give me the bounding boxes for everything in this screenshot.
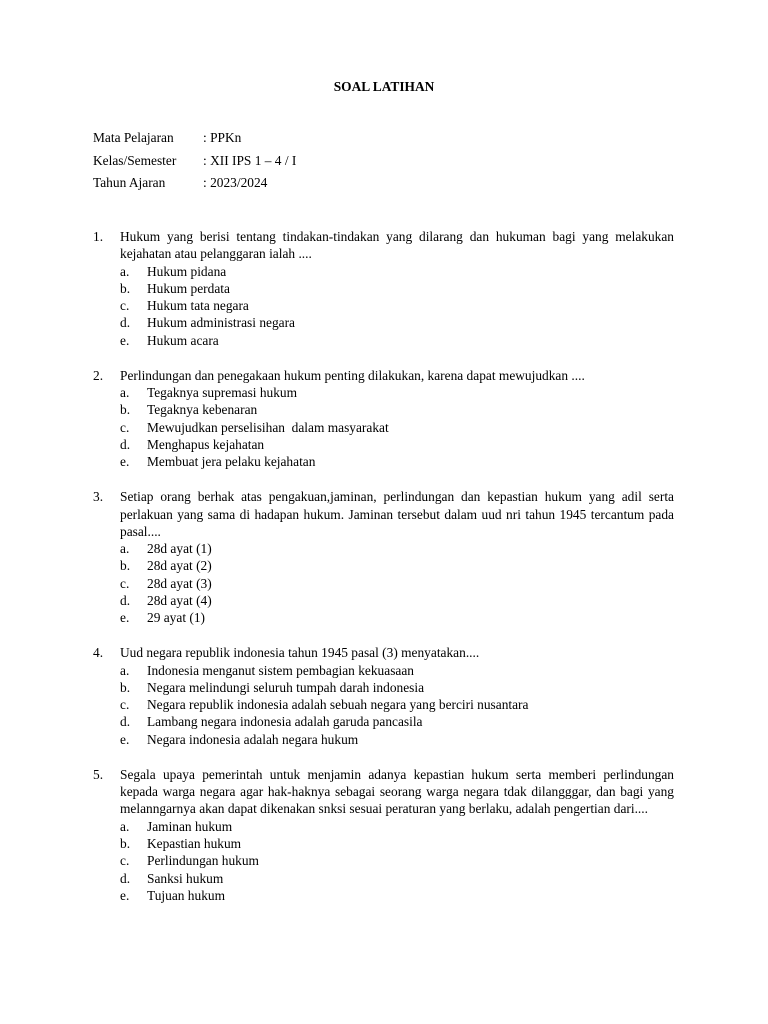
question-number: 3.: [93, 489, 104, 505]
option-letter: b.: [120, 835, 131, 851]
info-label: Kelas/Semester: [93, 152, 177, 168]
info-row-subject: [93, 129, 296, 152]
option-c: [120, 575, 674, 592]
option-b: [120, 280, 674, 297]
question-text: Uud negara republik indonesia tahun 1945 pasal (3) menyatakan....: [120, 645, 480, 661]
question-1: [93, 228, 674, 349]
exam-info: [93, 129, 296, 197]
option-text: 28d ayat (3): [147, 575, 212, 591]
info-row-class: [93, 152, 296, 175]
option-b: [120, 835, 674, 852]
option-letter: d.: [120, 315, 131, 331]
option-text: 29 ayat (1): [147, 610, 206, 626]
option-letter: d.: [120, 714, 131, 730]
info-value: : 2023/2024: [203, 175, 268, 190]
option-a: [120, 662, 674, 679]
option-a: [120, 540, 674, 557]
option-d: [120, 314, 674, 331]
page-title: SOAL LATIHAN: [333, 79, 435, 94]
option-text: 28d ayat (4): [147, 593, 212, 609]
option-letter: a.: [120, 662, 130, 678]
question-number: 4.: [93, 645, 104, 661]
option-e: [120, 453, 674, 470]
info-value: : XII IPS 1 – 4 / I: [203, 152, 297, 168]
option-e: [120, 731, 674, 748]
option-b: [120, 401, 674, 418]
question-4: [93, 644, 674, 748]
option-b: [120, 679, 674, 696]
option-letter: e.: [120, 332, 130, 348]
question-5: [93, 766, 674, 904]
option-a: [120, 263, 674, 280]
option-letter: c.: [120, 853, 130, 869]
option-text: Lambang negara indonesia adalah garuda pancasila: [147, 714, 423, 730]
option-text: Hukum pidana: [147, 263, 227, 279]
option-d: [120, 592, 674, 609]
option-letter: d.: [120, 870, 131, 886]
option-letter: e.: [120, 454, 130, 470]
option-text: Jaminan hukum: [147, 818, 233, 834]
option-letter: b.: [120, 679, 131, 695]
question-number: 5.: [93, 766, 104, 782]
option-letter: c.: [120, 298, 130, 314]
question-text: Segala upaya pemerintah untuk menjamin adanya kepastian hukum serta memberi perlindungan kepada warga negara agar hak-haknya sebagai seorang warga negara tdak dilangggar, dan bagi yang melanngarnya akan dapat dikenakan snksi sesuai peraturan yang berlaku, adalah pengertian dari....: [120, 766, 674, 817]
option-letter: b.: [120, 558, 131, 574]
option-text: Negara indonesia adalah negara hukum: [147, 731, 359, 747]
option-c: [120, 696, 674, 713]
option-letter: a.: [120, 263, 130, 279]
option-e: [120, 332, 674, 349]
option-text: Negara melindungi seluruh tumpah darah indonesia: [147, 679, 425, 695]
option-text: Tegaknya kebenaran: [147, 402, 258, 418]
option-letter: e.: [120, 610, 130, 626]
option-a: [120, 818, 674, 835]
question-text: Setiap orang berhak atas pengakuan,jaminan, perlindungan dan kepastian hukum yang adil serta perlakuan yang sama di hadapan hukum. Jaminan tersebut dalam uud nri tahun 1945 tercantum pada pasal....: [120, 489, 674, 539]
option-text: Hukum administrasi negara: [147, 315, 296, 331]
option-letter: a.: [120, 385, 130, 401]
option-text: 28d ayat (2): [147, 558, 212, 574]
option-letter: e.: [120, 731, 130, 747]
option-d: [120, 713, 674, 730]
option-text: Hukum perdata: [147, 280, 230, 296]
option-list: [120, 263, 674, 349]
option-text: Hukum tata negara: [147, 298, 249, 314]
question-3: [93, 488, 674, 626]
option-d: [120, 870, 674, 887]
info-row-year: [93, 174, 296, 197]
option-letter: e.: [120, 887, 130, 903]
question-number: 2.: [93, 367, 104, 383]
option-letter: b.: [120, 402, 131, 418]
info-value: : PPKn: [203, 130, 242, 145]
option-text: 28d ayat (1): [147, 541, 212, 557]
question-text: Perlindungan dan penegakaan hukum penting dilakukan, karena dapat mewujudkan ....: [120, 367, 585, 383]
option-letter: b.: [120, 280, 131, 296]
question-number: 1.: [93, 229, 104, 244]
option-b: [120, 557, 674, 574]
option-text: Tegaknya supremasi hukum: [147, 385, 298, 401]
option-list: [120, 384, 674, 470]
option-list: [120, 818, 674, 904]
option-letter: a.: [120, 818, 130, 834]
option-text: Hukum acara: [147, 332, 219, 348]
option-list: [120, 540, 674, 626]
option-text: Sanksi hukum: [147, 870, 224, 886]
option-letter: c.: [120, 419, 130, 435]
option-text: Perlindungan hukum: [147, 853, 259, 869]
question-text: Hukum yang berisi tentang tindakan-tindakan yang dilarang dan hukuman bagi yang melakukan kejahatan atau pelanggaran ialah ....: [120, 229, 674, 262]
option-c: [120, 419, 674, 436]
option-c: [120, 297, 674, 314]
option-text: Mewujudkan perselisihan dalam masyarakat: [147, 419, 389, 435]
option-a: [120, 384, 674, 401]
option-e: [120, 609, 674, 626]
option-list: [120, 662, 674, 748]
option-text: Tujuan hukum: [147, 887, 226, 903]
option-letter: a.: [120, 541, 130, 557]
option-text: Menghapus kejahatan: [147, 436, 265, 452]
info-label: Tahun Ajaran: [93, 175, 166, 190]
option-text: Kepastian hukum: [147, 835, 242, 851]
option-text: Membuat jera pelaku kejahatan: [147, 454, 316, 470]
info-label: Mata Pelajaran: [93, 130, 174, 145]
option-text: Negara republik indonesia adalah sebuah negara yang berciri nusantara: [147, 697, 529, 713]
option-letter: c.: [120, 575, 130, 591]
option-c: [120, 852, 674, 869]
option-letter: d.: [120, 436, 131, 452]
option-d: [120, 436, 674, 453]
question-2: [93, 367, 674, 471]
question-list: [93, 228, 674, 922]
option-letter: d.: [120, 593, 131, 609]
option-text: Indonesia menganut sistem pembagian kekuasaan: [147, 662, 414, 678]
option-e: [120, 887, 674, 904]
option-letter: c.: [120, 697, 130, 713]
